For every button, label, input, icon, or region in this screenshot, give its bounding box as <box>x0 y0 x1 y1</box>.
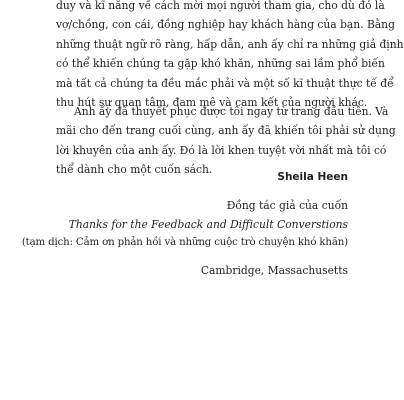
text-line: thu hút sự quan tâm, đam mê và cam kết của người khác. <box>56 95 368 109</box>
signature-book-title: Thanks for the Feedback and Difficult Converstions <box>68 218 348 231</box>
text-line: mà tất cả chúng ta đều mắc phải và một số kĩ thuật thực tế để <box>56 76 394 90</box>
text-line: vợ/chồng, con cái, đồng nghiệp hay khách hàng của bạn. Bằng <box>56 18 395 32</box>
text-line: có thể khiến chúng ta gặp khó khăn, những sai lầm phổ biến <box>56 57 385 71</box>
book-page <box>21 0 404 400</box>
signature-translation: (tạm dịch: Cảm ơn phản hồi và những cuộc trò chuyện khó khăn) <box>21 237 348 248</box>
signature-location: Cambridge, Massachusetts <box>200 264 348 277</box>
signature-author: Sheila Heen <box>277 171 348 183</box>
text-line: thể dành cho một cuốn sách. <box>56 163 213 177</box>
signature-role: Đồng tác giả của cuốn <box>226 199 348 212</box>
text-line: lời khuyên của anh ấy. Đó là lời khen tuyệt vời nhất mà tôi có <box>56 143 387 157</box>
text-line: duy và kĩ năng về cách mời mọi người tham gia, cho dù đó là <box>56 0 385 12</box>
text-line: Anh ấy đã thuyết phục được tôi ngay từ trang đầu tiên. Và <box>74 105 389 118</box>
text-line: mãi cho đến trang cuối cùng, anh ấy đã khiến tôi phải sử dụng <box>56 124 396 138</box>
text-line: những thuật ngữ rõ ràng, hấp dẫn, anh ấy chỉ ra những giả định <box>56 37 404 51</box>
